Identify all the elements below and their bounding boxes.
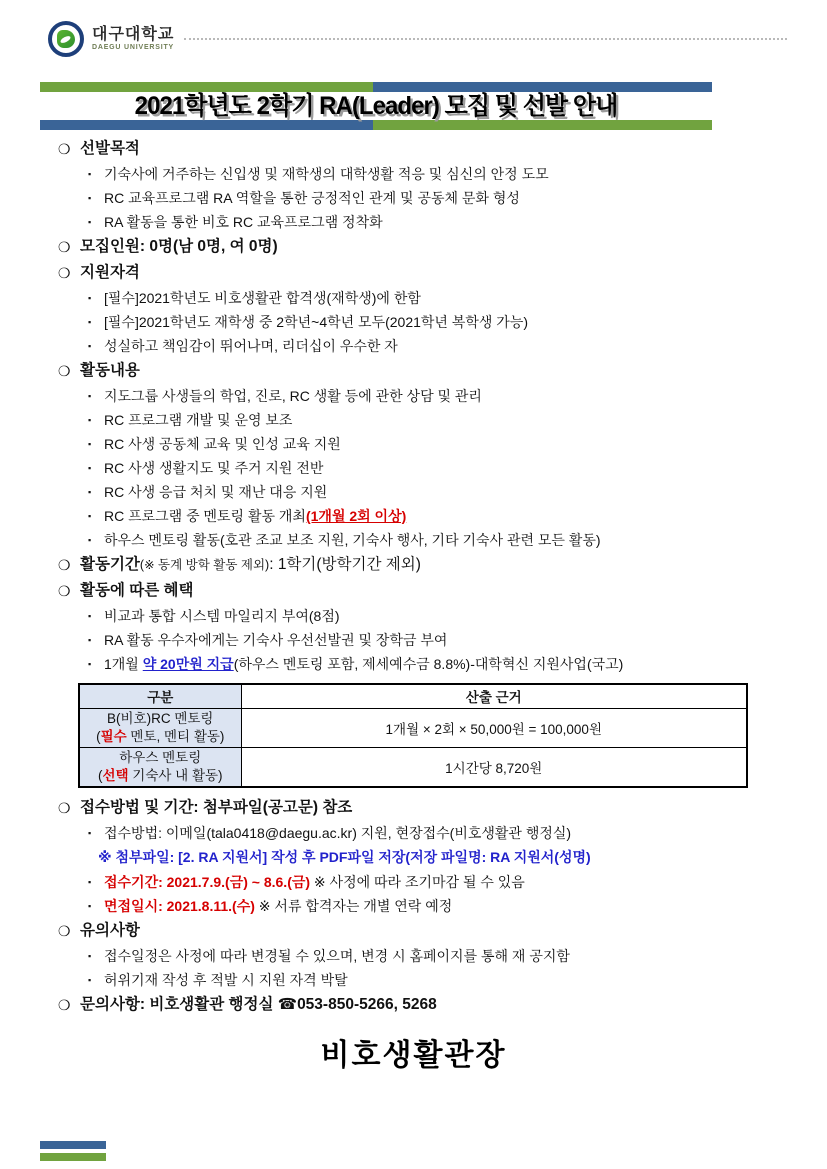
text-segment: 면접일시: 2021.8.11.(수) — [104, 897, 255, 914]
table-label-line — [84, 728, 237, 746]
bullet-icon: ▪ — [88, 217, 92, 227]
footer-bar-green — [40, 1153, 106, 1161]
text-segment: B(비호)RC 멘토링 — [107, 710, 214, 726]
bullet-icon: ▪ — [88, 827, 92, 838]
text-segment: 필수 — [100, 728, 127, 744]
document-title: 2021학년도 2학기 RA(Leader) 모집 및 선발 안내 — [134, 92, 618, 120]
bullet-icon: ❍ — [58, 799, 71, 816]
university-name-en: DAEGU UNIVERSITY — [92, 43, 175, 51]
table-row — [79, 708, 747, 747]
university-name-block — [92, 27, 174, 51]
bullet-icon: ❍ — [58, 239, 71, 255]
bullet-item — [58, 432, 787, 456]
text-segment: 성실하고 책임감이 뛰어나며, 리더십이 우수한 자 — [104, 338, 398, 354]
table-header-cell: 구분 — [79, 684, 241, 708]
title-bar-top — [40, 82, 712, 92]
bullet-item — [58, 652, 787, 676]
text-segment: 선택 — [102, 767, 129, 783]
bullet-item — [58, 210, 787, 234]
table-row — [79, 747, 747, 787]
section-heading — [58, 136, 787, 162]
text-segment: RC 사생 공동체 교육 및 인성 교육 지원 — [104, 436, 341, 452]
bullet-item — [58, 162, 787, 186]
text-segment: RC 교육프로그램 RA 역할을 통한 긍정적인 관계 및 공동체 문화 형성 — [104, 190, 520, 206]
text-segment: 허위기재 작성 후 적발 시 지원 자격 박탈 — [104, 971, 348, 988]
title-bar-bottom-green-segment — [373, 120, 712, 130]
bullet-icon: ❍ — [58, 557, 71, 573]
text-segment: ※ 사정에 따라 조기마감 될 수 있음 — [310, 873, 525, 890]
bullet-item — [58, 186, 787, 210]
letterhead — [0, 0, 827, 58]
text-segment: 활동내용 — [80, 362, 140, 379]
text-segment: RC 프로그램 개발 및 운영 보조 — [104, 412, 293, 428]
note-line — [58, 845, 787, 870]
text-segment: 문의사항: 비호생활관 행정실 ☎053-850-5266, 5268 — [80, 995, 437, 1013]
bullet-item — [58, 286, 787, 310]
bullet-item — [58, 968, 787, 992]
document-body — [0, 130, 827, 1018]
text-segment: ( — [97, 767, 103, 783]
bullet-icon: ▪ — [88, 511, 92, 521]
bullet-item — [58, 408, 787, 432]
text-segment: 기숙사에 거주하는 신입생 및 재학생의 대학생활 적응 및 심신의 안정 도모 — [104, 166, 549, 182]
text-segment: 멘토, 멘티 활동) — [126, 728, 225, 744]
bullet-icon: ▪ — [88, 169, 92, 179]
section-heading — [58, 358, 787, 384]
university-name-kr: 대구대학교 — [92, 25, 175, 43]
text-segment: 유의사항 — [80, 921, 140, 939]
bullet-icon: ▪ — [88, 900, 92, 911]
bullet-item — [58, 870, 787, 894]
bullet-icon: ▪ — [88, 193, 92, 203]
text-segment: RC 사생 응급 처치 및 재난 대응 지원 — [104, 484, 328, 500]
bullet-item — [58, 628, 787, 652]
bullet-icon: ❍ — [58, 922, 71, 939]
bullet-icon: ❍ — [58, 141, 71, 157]
university-logo-icon — [48, 21, 84, 57]
text-segment: 하우스 멘토링 — [119, 749, 202, 765]
bullet-icon: ▪ — [88, 876, 92, 887]
section-heading — [58, 992, 787, 1018]
bullet-icon: ▪ — [88, 950, 92, 961]
text-segment: 접수방법: 이메일(tala0418@daegu.ac.kr) 지원, 현장접수(비호생활관 행정실) — [104, 824, 572, 841]
bullet-icon: ❍ — [58, 363, 71, 379]
footer-bar-blue — [40, 1141, 106, 1149]
bullet-icon: ▪ — [88, 463, 92, 473]
section-heading — [58, 234, 787, 260]
text-segment: (※ 동계 방학 활동 제외) — [139, 558, 270, 572]
text-segment: 지도그룹 사생들의 학업, 진로, RC 생활 등에 관한 상담 및 관리 — [104, 388, 482, 404]
bullet-item — [58, 528, 787, 552]
title-bar-bottom — [40, 120, 712, 130]
text-segment: 접수기간: 2021.7.9.(금) ~ 8.6.(금) — [104, 873, 311, 890]
bullet-item — [58, 604, 787, 628]
text-segment: : 1학기(방학기간 제외) — [269, 556, 421, 573]
text-segment: 지원자격 — [80, 264, 140, 281]
text-segment: (1개월 2회 이상) — [305, 508, 407, 524]
bullet-item — [58, 821, 787, 845]
bullet-icon: ▪ — [88, 659, 92, 669]
table-label-line — [84, 749, 237, 767]
bullet-icon: ❍ — [58, 996, 71, 1013]
bullet-item — [58, 944, 787, 968]
footer-bars — [40, 1137, 106, 1161]
logo-leaf-icon — [57, 30, 75, 48]
bullet-item — [58, 334, 787, 358]
text-segment: RC 프로그램 중 멘토링 활동 개최 — [104, 508, 306, 524]
section-heading — [58, 795, 787, 821]
bullet-icon: ▪ — [88, 317, 92, 327]
text-segment: [필수]2021학년도 비호생활관 합격생(재학생)에 한함 — [104, 290, 421, 306]
text-segment: RA 활동 우수자에게는 기숙사 우선선발권 및 장학금 부여 — [104, 632, 448, 648]
text-segment: RA 활동을 통한 비호 RC 교육프로그램 정착화 — [104, 214, 383, 230]
bullet-item — [58, 456, 787, 480]
text-segment: 기숙사 내 활동) — [128, 767, 223, 783]
dotted-divider — [184, 38, 787, 40]
bullet-item — [58, 310, 787, 334]
text-segment: [필수]2021학년도 재학생 중 2학년~4학년 모두(2021학년 복학생 가능) — [104, 314, 529, 330]
text-segment: 활동기간 — [80, 556, 140, 573]
bullet-icon: ▪ — [88, 391, 92, 401]
text-segment: 비교과 통합 시스템 마일리지 부여(8점) — [104, 608, 340, 624]
text-segment: (하우스 멘토링 포함, 제세예수금 8.8%)-대학혁신 지원사업(국고) — [233, 656, 624, 672]
bullet-icon: ▪ — [88, 535, 92, 545]
bullet-icon: ❍ — [58, 583, 71, 599]
table-value-cell: 1시간당 8,720원 — [241, 747, 747, 787]
section-heading — [58, 578, 787, 604]
text-segment: 모집인원: 0명(남 0명, 여 0명) — [80, 238, 278, 255]
bullet-icon: ❍ — [58, 265, 71, 281]
text-segment: ※ 서류 합격자는 개별 연락 예정 — [254, 897, 453, 914]
text-segment: ※ 첨부파일: [2. RA 지원서] 작성 후 PDF파일 저장(저장 파일명: RA 지원서(성명) — [98, 848, 591, 865]
bullet-icon: ▪ — [88, 487, 92, 497]
text-segment: 선발목적 — [80, 140, 140, 157]
bullet-item — [58, 894, 787, 918]
bullet-icon: ▪ — [88, 611, 92, 621]
bullet-icon: ▪ — [88, 635, 92, 645]
table-label-cell — [79, 708, 241, 747]
text-segment: 1개월 — [104, 656, 143, 672]
text-segment: ( — [96, 728, 101, 744]
section-heading — [58, 918, 787, 944]
table-value-cell: 1개월 × 2회 × 50,000원 = 100,000원 — [241, 708, 747, 747]
title-bar-top-green-segment — [40, 82, 373, 92]
bullet-icon: ▪ — [88, 415, 92, 425]
text-segment: 하우스 멘토링 활동(호관 조교 보조 지원, 기숙사 행사, 기타 기숙사 관련 모든 활동) — [104, 532, 601, 548]
bullet-icon: ▪ — [88, 974, 92, 985]
bullet-icon: ▪ — [88, 293, 92, 303]
bullet-item — [58, 384, 787, 408]
bullet-item — [58, 480, 787, 504]
text-segment: 접수방법 및 기간: 첨부파일(공고문) 참조 — [80, 798, 353, 816]
section-heading — [58, 552, 787, 578]
table-label-line — [84, 767, 237, 785]
table-label-line — [84, 710, 237, 728]
title-bar-top-blue-segment — [373, 82, 712, 92]
bullet-icon: ▪ — [88, 439, 92, 449]
section-heading — [58, 260, 787, 286]
payment-calculation-table — [78, 683, 748, 788]
title-bar-bottom-blue-segment — [40, 120, 373, 130]
signature-title: 비호생활관장 — [320, 1038, 507, 1072]
text-segment: 약 20만원 지급 — [142, 656, 234, 672]
text-segment: RC 사생 생활지도 및 주거 지원 전반 — [104, 460, 324, 476]
text-segment: 활동에 따른 혜택 — [80, 582, 194, 599]
table-header-cell: 산출 근거 — [241, 684, 747, 708]
bullet-item — [58, 504, 787, 528]
text-segment: 접수일정은 사정에 따라 변경될 수 있으며, 변경 시 홈페이지를 통해 재 공지함 — [104, 947, 570, 964]
table-label-cell — [79, 747, 241, 787]
bullet-icon: ▪ — [88, 341, 92, 351]
